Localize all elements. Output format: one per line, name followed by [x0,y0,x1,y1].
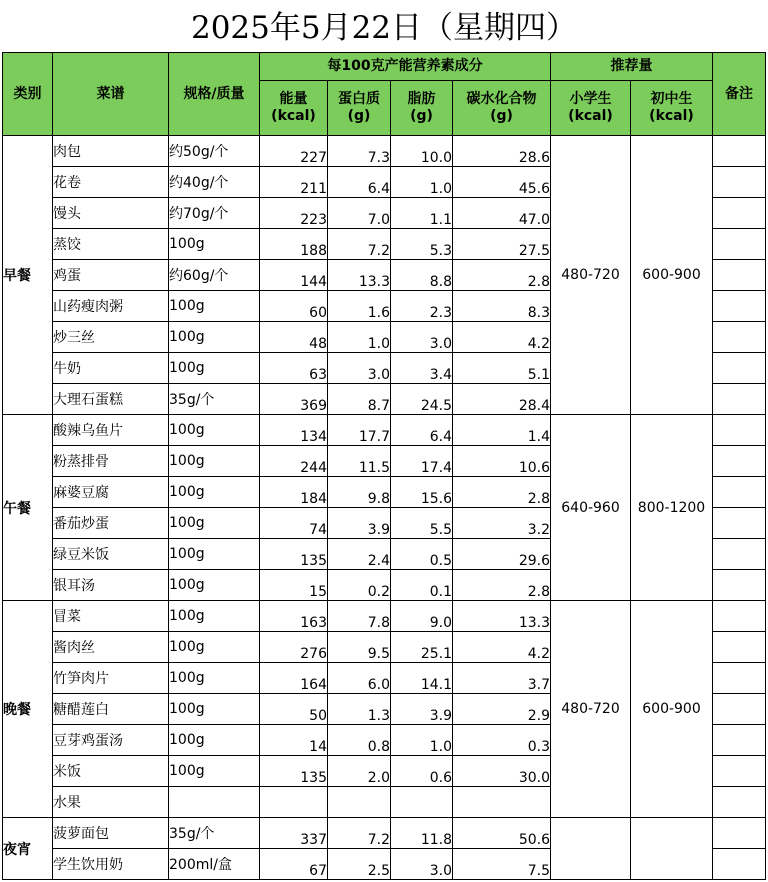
dish-cell: 麻婆豆腐 [53,477,169,508]
carbs-cell: 2.8 [453,570,551,601]
spec-cell: 100g [169,756,260,787]
fat-cell: 5.5 [391,508,453,539]
energy-header-label: 能量 [279,91,308,107]
energy-cell: 144 [260,260,328,291]
protein-cell: 7.8 [328,601,391,632]
spec-cell: 约40g/个 [169,167,260,198]
note-cell [713,694,766,725]
dish-cell: 水果 [53,787,169,818]
protein-cell: 1.0 [328,322,391,353]
junior-recommend-cell [631,818,713,880]
spec-cell: 100g [169,632,260,663]
fat-cell: 5.3 [391,229,453,260]
note-cell [713,570,766,601]
note-cell [713,260,766,291]
spec-cell: 100g [169,415,260,446]
note-cell [713,725,766,756]
fat-cell: 11.8 [391,818,453,849]
carbs-cell: 4.2 [453,322,551,353]
note-cell [713,477,766,508]
junior-header-label: 初中生 [650,91,693,107]
note-cell [713,291,766,322]
dish-cell: 肉包 [53,136,169,167]
fat-cell: 1.1 [391,198,453,229]
fat-header-unit: (g) [410,108,433,124]
spec-cell: 100g [169,663,260,694]
fat-cell: 24.5 [391,384,453,415]
dish-cell: 番茄炒蛋 [53,508,169,539]
note-cell [713,446,766,477]
energy-cell: 48 [260,322,328,353]
protein-cell: 11.5 [328,446,391,477]
protein-cell: 9.5 [328,632,391,663]
note-cell [713,539,766,570]
category-cell: 早餐 [3,136,53,415]
carbs-header-label: 碳水化合物 [466,91,537,107]
protein-cell: 0.2 [328,570,391,601]
spec-cell: 约60g/个 [169,260,260,291]
protein-cell: 3.9 [328,508,391,539]
fat-header-label: 脂肪 [407,91,436,107]
energy-cell: 369 [260,384,328,415]
carbs-header-unit: (g) [490,108,513,124]
note-cell [713,167,766,198]
primary-header-unit: (kcal) [568,108,613,124]
note-cell [713,136,766,167]
protein-cell: 17.7 [328,415,391,446]
table-body [3,136,766,880]
fat-cell: 0.6 [391,756,453,787]
energy-cell: 163 [260,601,328,632]
energy-cell [260,787,328,818]
energy-cell: 188 [260,229,328,260]
fat-cell: 1.0 [391,725,453,756]
fat-cell: 25.1 [391,632,453,663]
carbs-cell: 2.8 [453,260,551,291]
junior-header-unit: (kcal) [649,108,694,124]
fat-cell: 0.5 [391,539,453,570]
page-title: 2025年5月22日（星期四） [190,10,578,46]
note-cell [713,415,766,446]
junior-recommend-cell: 600-900 [631,601,713,818]
spec-cell: 100g [169,539,260,570]
dish-cell: 绿豆米饭 [53,539,169,570]
note-cell [713,508,766,539]
table-row [3,818,766,849]
protein-cell: 2.4 [328,539,391,570]
fat-cell: 2.3 [391,291,453,322]
protein-cell: 8.7 [328,384,391,415]
protein-header [328,81,391,136]
carbs-cell: 5.1 [453,353,551,384]
protein-cell: 13.3 [328,260,391,291]
carbs-cell: 0.3 [453,725,551,756]
protein-cell: 7.2 [328,229,391,260]
protein-cell: 1.6 [328,291,391,322]
fat-cell [391,787,453,818]
spec-cell: 100g [169,601,260,632]
carbs-cell [453,787,551,818]
fat-cell: 3.0 [391,322,453,353]
energy-cell: 74 [260,508,328,539]
spec-cell: 200ml/盒 [169,849,260,880]
carbs-cell: 27.5 [453,229,551,260]
note-cell [713,198,766,229]
spec-cell: 100g [169,229,260,260]
fat-cell: 9.0 [391,601,453,632]
protein-cell: 7.2 [328,818,391,849]
note-cell [713,322,766,353]
primary-recommend-cell: 640-960 [551,415,631,601]
dish-cell: 大理石蛋糕 [53,384,169,415]
fat-cell: 8.8 [391,260,453,291]
note-cell [713,229,766,260]
table-header [3,53,766,136]
protein-header-label: 蛋白质 [338,91,380,107]
protein-header-unit: (g) [347,108,371,124]
spec-cell: 35g/个 [169,818,260,849]
note-header: 备注 [713,53,766,136]
energy-cell: 135 [260,539,328,570]
spec-cell: 100g [169,353,260,384]
carbs-cell: 47.0 [453,198,551,229]
carbs-cell: 7.5 [453,849,551,880]
energy-cell: 63 [260,353,328,384]
energy-cell: 227 [260,136,328,167]
spec-cell: 35g/个 [169,384,260,415]
note-cell [713,787,766,818]
carbs-cell: 1.4 [453,415,551,446]
note-cell [713,601,766,632]
carbs-cell: 2.8 [453,477,551,508]
primary-recommend-cell [551,818,631,880]
primary-header-label: 小学生 [569,91,612,107]
nutrition-group-header: 每100克产能营养素成分 [260,53,551,81]
dish-cell: 炒三丝 [53,322,169,353]
junior-recommend-cell: 800-1200 [631,415,713,601]
dish-header: 菜谱 [53,53,169,136]
protein-cell: 6.4 [328,167,391,198]
energy-cell: 60 [260,291,328,322]
fat-header [391,81,453,136]
category-cell: 午餐 [3,415,53,601]
protein-cell: 3.0 [328,353,391,384]
carbs-cell: 3.2 [453,508,551,539]
energy-cell: 164 [260,663,328,694]
energy-header [260,81,328,136]
dish-cell: 冒菜 [53,601,169,632]
protein-cell: 1.3 [328,694,391,725]
dish-cell: 菠萝面包 [53,818,169,849]
fat-cell: 17.4 [391,446,453,477]
protein-cell: 6.0 [328,663,391,694]
category-cell: 晚餐 [3,601,53,818]
nutrition-table [2,52,766,880]
category-cell: 夜宵 [3,818,53,880]
spec-cell: 约50g/个 [169,136,260,167]
energy-cell: 337 [260,818,328,849]
dish-cell: 鸡蛋 [53,260,169,291]
protein-cell: 7.0 [328,198,391,229]
fat-cell: 6.4 [391,415,453,446]
category-header: 类别 [3,53,53,136]
dish-cell: 山药瘦肉粥 [53,291,169,322]
spec-cell: 100g [169,322,260,353]
carbs-cell: 45.6 [453,167,551,198]
carbs-cell: 13.3 [453,601,551,632]
energy-cell: 135 [260,756,328,787]
note-cell [713,818,766,849]
spec-cell: 100g [169,477,260,508]
dish-cell: 酱肉丝 [53,632,169,663]
spec-cell: 100g [169,446,260,477]
energy-cell: 211 [260,167,328,198]
carbs-cell: 8.3 [453,291,551,322]
note-cell [713,849,766,880]
spec-cell: 100g [169,570,260,601]
note-cell [713,384,766,415]
protein-cell: 9.8 [328,477,391,508]
recommend-group-header: 推荐量 [551,53,713,81]
dish-cell: 牛奶 [53,353,169,384]
spec-header: 规格/质量 [169,53,260,136]
note-cell [713,632,766,663]
dish-cell: 酸辣乌鱼片 [53,415,169,446]
protein-cell: 7.3 [328,136,391,167]
table-row [3,415,766,446]
fat-cell: 1.0 [391,167,453,198]
spec-cell: 约70g/个 [169,198,260,229]
dish-cell: 银耳汤 [53,570,169,601]
energy-cell: 244 [260,446,328,477]
carbs-cell: 28.4 [453,384,551,415]
energy-cell: 14 [260,725,328,756]
energy-cell: 15 [260,570,328,601]
fat-cell: 10.0 [391,136,453,167]
spec-cell [169,787,260,818]
dish-cell: 豆芽鸡蛋汤 [53,725,169,756]
dish-cell: 糖醋莲白 [53,694,169,725]
fat-cell: 0.1 [391,570,453,601]
fat-cell: 3.4 [391,353,453,384]
protein-cell [328,787,391,818]
note-cell [713,756,766,787]
dish-cell: 粉蒸排骨 [53,446,169,477]
carbs-cell: 4.2 [453,632,551,663]
energy-header-unit: (kcal) [271,108,316,124]
carbs-header [453,81,551,136]
primary-header [551,81,631,136]
table-row [3,136,766,167]
carbs-cell: 50.6 [453,818,551,849]
primary-recommend-cell: 480-720 [551,601,631,818]
fat-cell: 14.1 [391,663,453,694]
carbs-cell: 30.0 [453,756,551,787]
note-cell [713,663,766,694]
fat-cell: 15.6 [391,477,453,508]
dish-cell: 花卷 [53,167,169,198]
energy-cell: 134 [260,415,328,446]
table-row [3,601,766,632]
dish-cell: 竹笋肉片 [53,663,169,694]
carbs-cell: 28.6 [453,136,551,167]
carbs-cell: 3.7 [453,663,551,694]
fat-cell: 3.0 [391,849,453,880]
dish-cell: 馒头 [53,198,169,229]
spec-cell: 100g [169,725,260,756]
carbs-cell: 2.9 [453,694,551,725]
dish-cell: 米饭 [53,756,169,787]
spec-cell: 100g [169,291,260,322]
junior-recommend-cell: 600-900 [631,136,713,415]
fat-cell: 3.9 [391,694,453,725]
protein-cell: 2.0 [328,756,391,787]
junior-header [631,81,713,136]
dish-cell: 蒸饺 [53,229,169,260]
energy-cell: 50 [260,694,328,725]
protein-cell: 0.8 [328,725,391,756]
spec-cell: 100g [169,694,260,725]
energy-cell: 67 [260,849,328,880]
primary-recommend-cell: 480-720 [551,136,631,415]
note-cell [713,353,766,384]
energy-cell: 276 [260,632,328,663]
energy-cell: 184 [260,477,328,508]
carbs-cell: 29.6 [453,539,551,570]
carbs-cell: 10.6 [453,446,551,477]
dish-cell: 学生饮用奶 [53,849,169,880]
protein-cell: 2.5 [328,849,391,880]
energy-cell: 223 [260,198,328,229]
spec-cell: 100g [169,508,260,539]
